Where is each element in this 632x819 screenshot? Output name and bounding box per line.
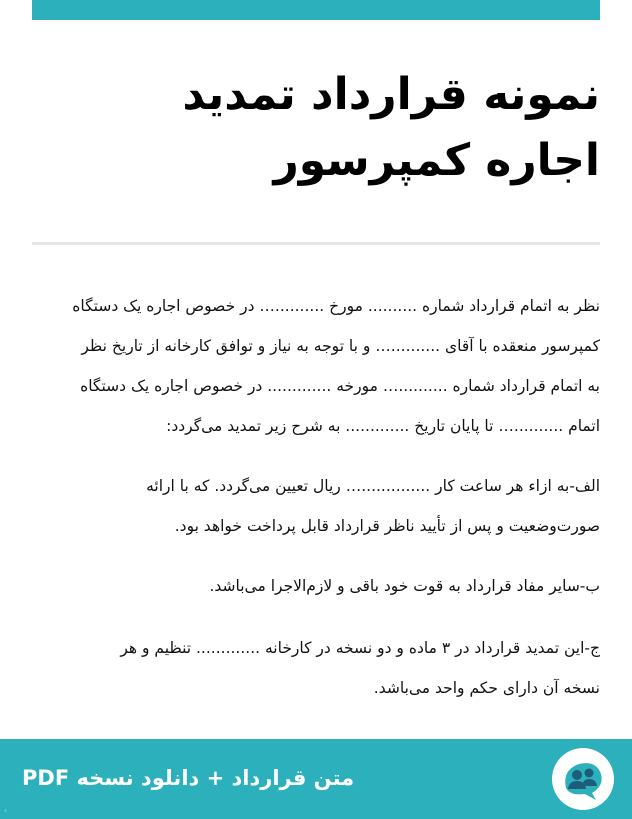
text-line: الف-به ازاء هر ساعت کار ..............… ریال تعیین می‌گردد. که با ارائه (146, 477, 600, 495)
text-line: ج-این تمدید قرارداد در ۳ ماده و دو نسخه در کارخانه ............. تنظیم و هر (120, 639, 600, 657)
footer-banner[interactable] (0, 739, 632, 819)
text-line: صورت‌وضعیت و پس از تأیید ناظر قرارداد قابل پرداخت خواهد بود. (174, 517, 600, 535)
paragraph-clause-be (30, 566, 600, 606)
title-divider (32, 242, 600, 245)
download-pdf-link[interactable]: متن قرارداد + دانلود نسخه PDF (22, 766, 355, 790)
top-accent-bar (32, 0, 600, 20)
corner-mark: ‹ (4, 806, 8, 815)
contract-body (30, 286, 600, 708)
page-title-line-2: اجاره کمپرسور (273, 135, 600, 186)
text-line: اتمام ..........… تا پایان تاریخ ............. به شرح زیر تمدید می‌گردد: (166, 417, 600, 435)
paragraph-intro (30, 286, 600, 446)
text-line: نسخه آن دارای حکم واحد می‌باشد. (373, 679, 600, 697)
page-title-line-1: نمونه قرارداد تمدید (182, 69, 600, 120)
text-line: ب-سایر مفاد قرارداد به قوت خود باقی و لازم‌الاجرا می‌باشد. (209, 577, 600, 595)
paragraph-clause-alef (30, 466, 600, 546)
text-line: به اتمام قرارداد شماره ..........… مورخه ............. در خصوص اجاره یک دستگاه (80, 377, 600, 395)
users-chat-icon (552, 748, 614, 810)
text-line: نظر به اتمام قرارداد شماره .......... مورخ ..........… در خصوص اجاره یک دستگاه (72, 297, 600, 315)
paragraph-clause-jim (30, 628, 600, 708)
text-line: کمپرسور منعقده با آقای ..........… و با توجه به نیاز و توافق کارخانه از تاریخ نظر (81, 337, 600, 355)
page-title (32, 62, 600, 194)
